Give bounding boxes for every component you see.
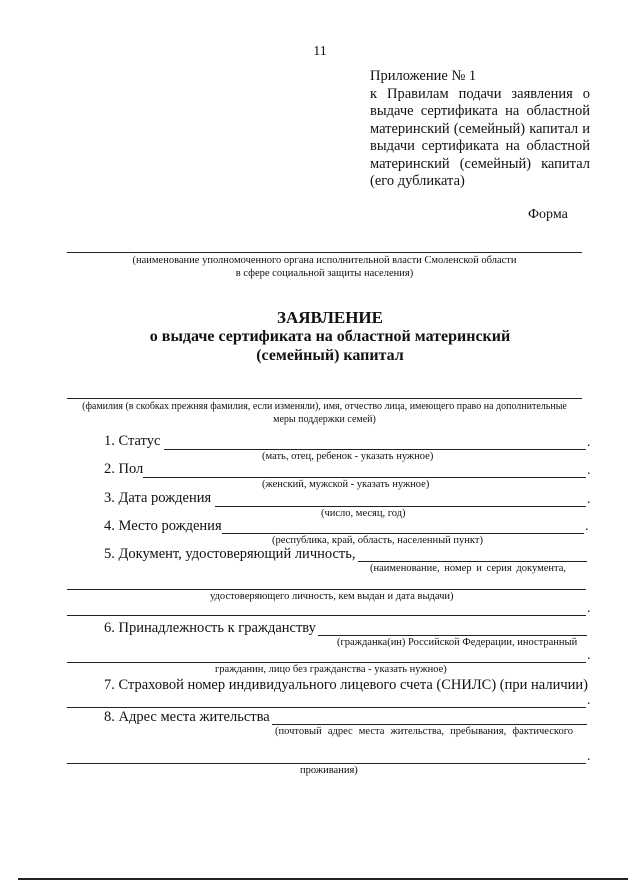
field-id-document-hint: (наименование, номер и серия документа,	[370, 563, 566, 574]
field-citizenship-line[interactable]	[318, 635, 587, 636]
applicant-caption	[62, 400, 587, 426]
field-birthdate-line[interactable]	[215, 506, 586, 507]
field-birthplace-line[interactable]	[222, 533, 584, 534]
line-end-dot: .	[587, 463, 591, 478]
field-id-document-hint-2: удостоверяющего личность, кем выдан и дата выдачи)	[210, 591, 454, 602]
field-citizenship-line-2[interactable]	[67, 662, 586, 663]
field-birthplace-hint: (республика, край, область, населенный пункт)	[272, 535, 483, 546]
field-id-document-label: 5. Документ, удостоверяющий личность,	[104, 546, 356, 562]
document-subtitle: о выдаче сертификата на областной материнский	[149, 328, 511, 345]
appendix-reference	[370, 68, 590, 191]
bottom-rule	[18, 878, 628, 880]
field-address-label: 8. Адрес места жительства	[104, 709, 270, 725]
line-end-dot: .	[587, 601, 591, 616]
caption-line: (фамилия (в скобках прежняя фамилия, если изменяли), имя, отчество лица, имеющего право на дополнительные	[82, 401, 567, 412]
document-subtitle: (семейный) капитал	[256, 347, 404, 364]
field-status-label: 1. Статус	[104, 433, 161, 449]
field-address-line[interactable]	[272, 724, 587, 725]
field-citizenship-hint-2: гражданин, лицо без гражданства - указать нужное)	[215, 664, 447, 675]
authority-line	[67, 252, 582, 253]
field-address-hint-2: проживания)	[300, 765, 358, 776]
caption-line: меры поддержки семей)	[273, 414, 376, 425]
field-snils-line[interactable]	[67, 707, 586, 708]
field-id-document-line[interactable]	[358, 561, 587, 562]
page-number: 11	[313, 44, 327, 59]
line-end-dot: .	[587, 492, 591, 507]
line-end-dot: .	[585, 519, 589, 534]
field-id-document-line-3[interactable]	[67, 615, 586, 616]
field-citizenship-hint: (гражданка(ин) Российской Федерации, иностранный	[337, 637, 578, 648]
field-status-hint: (мать, отец, ребенок - указать нужное)	[262, 451, 434, 462]
field-snils-label: 7. Страховой номер индивидуального лицевого счета (СНИЛС) (при наличии)	[104, 677, 588, 693]
caption-line: (наименование уполномоченного органа исполнительной власти Смоленской области	[132, 255, 517, 266]
field-gender-label: 2. Пол	[104, 461, 144, 477]
document-title: ЗАЯВЛЕНИЕ	[276, 308, 383, 327]
authority-caption	[67, 254, 582, 280]
appendix-line: Приложение № 1	[370, 68, 477, 84]
field-gender-hint: (женский, мужской - указать нужное)	[262, 479, 430, 490]
field-citizenship-label: 6. Принадлежность к гражданству	[104, 620, 316, 636]
field-id-document-line-2[interactable]	[67, 589, 586, 590]
appendix-line: выдаче сертификата на областной	[370, 103, 590, 119]
field-birthdate-hint: (число, месяц, год)	[321, 508, 406, 519]
appendix-line: (его дубликата)	[370, 173, 465, 189]
line-end-dot: .	[587, 749, 591, 764]
form-label: Форма	[528, 207, 568, 222]
field-birthdate-label: 3. Дата рождения	[104, 490, 212, 506]
appendix-line: к Правилам подачи заявления о	[370, 85, 590, 102]
field-status-line[interactable]	[164, 449, 586, 450]
line-end-dot: .	[587, 693, 591, 708]
appendix-line: материнский (семейный) капитал и	[370, 120, 590, 137]
field-address-hint: (почтовый адрес места жительства, пребывания, фактического	[275, 726, 573, 737]
field-address-line-2[interactable]	[67, 763, 586, 764]
appendix-line: выдачи сертификата на областной	[370, 138, 590, 154]
line-end-dot: .	[587, 648, 591, 663]
caption-line: в сфере социальной защиты населения)	[235, 268, 414, 279]
field-gender-line[interactable]	[143, 477, 586, 478]
appendix-line: материнский (семейный) капитал	[370, 155, 590, 172]
field-birthplace-label: 4. Место рождения	[104, 518, 222, 534]
applicant-name-line[interactable]	[67, 398, 582, 399]
line-end-dot: .	[587, 435, 591, 450]
